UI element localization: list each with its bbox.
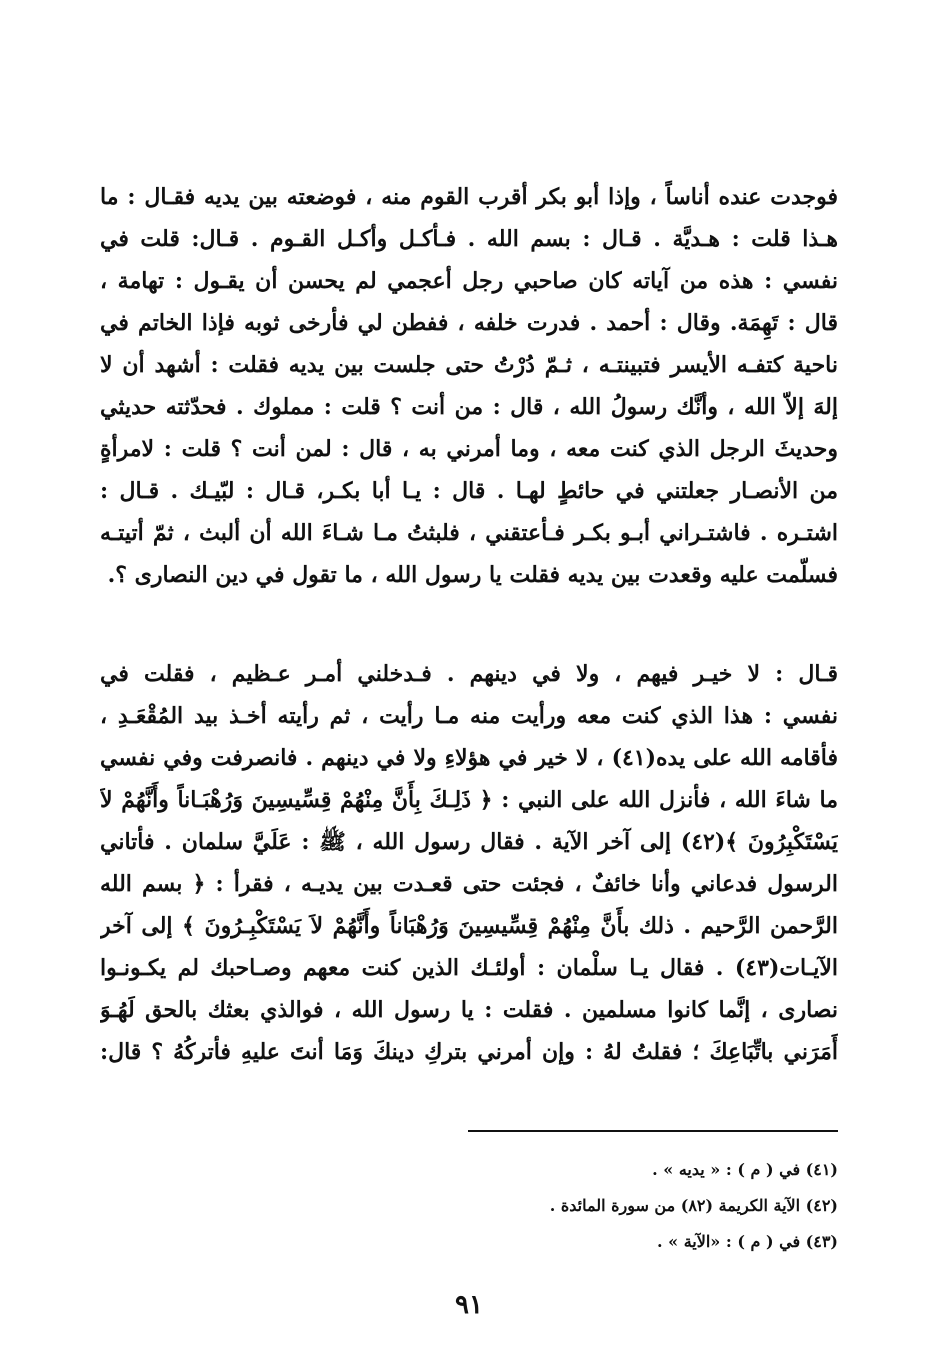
text-line: الرسول فدعاني وأنا خائفٌ ، فجئت حتى قعـدت بين يديـه ، فقرأ : ﴿ بسم الله bbox=[100, 871, 838, 897]
text-line: هـذا قلت : هـديَّة . قـال : بسم الله . فـأكـل وأكـل القـوم . قـال: قلت في bbox=[100, 226, 838, 252]
text-line: فأقامه الله على يده(٤١) ، لا خير في هؤلاءِ ولا في دينهم . فانصرفت وفي نفسي bbox=[100, 745, 838, 771]
text-line: وحديثَ الرجل الذي كنت معه ، وما أمرني به ، قال : لمن أنت ؟ قلت : لامرأةٍ bbox=[100, 436, 838, 462]
text-line: من الأنصـار جعلتني في حائطٍ لهـا . قال : يـا أبا بكـر، قـال : لبّيـك . قـال : bbox=[100, 478, 838, 504]
footnotes bbox=[440, 1152, 838, 1260]
text-line: نصارى ، إنَّما كانوا مسلمين . فقلت : يا رسول الله ، فوالذي بعثك بالحق لَهُـوَ bbox=[100, 997, 838, 1023]
text-line: نفسي : هذا الذي كنت معه ورأيت منه مـا رأيت ، ثم رأيته أخـذ بيد المُقْعَـدِ ، bbox=[100, 703, 838, 729]
text-line: إلهَ إلاّ الله ، وأنَّك رسولُ الله ، قال : من أنت ؟ قلت : مملوك . فحدّثته حديثي bbox=[100, 394, 838, 420]
text-line: الآيـات(٤٣) . فقال يـا سلْمان : أولئـك الذين كنت معهم وصـاحبك لم يكـونـوا bbox=[100, 955, 838, 981]
paragraph-2 bbox=[100, 653, 838, 1073]
text-line: قال : تَهِمَة. وقال : أحمد . فدرت خلفه ، ففطن لي فأرخى ثوبه فإذا الخاتم في bbox=[100, 310, 838, 336]
page-number: ٩١ bbox=[455, 1290, 483, 1320]
text-line: يَسْتَكْبِرُونَ ﴾(٤٢) إلى آخر الآية . فقال رسول الله ، ﷺ : عَلَيَّ سلمان . فأتاني bbox=[100, 829, 838, 855]
footnote: (٤٣) في ( م ) : «الآية » . bbox=[656, 1232, 838, 1251]
paragraph-1 bbox=[100, 176, 838, 596]
footnote: (٤٢) الآية الكريمة (٨٢) من سورة المائدة . bbox=[549, 1196, 838, 1215]
text-line: فوجدت عنده أناساً ، وإذا أبو بكر أقرب القوم منه ، فوضعته بين يديه فقـال : ما bbox=[100, 184, 838, 210]
text-line: ناحية كتفـه الأيسر فتبينتـه ، ثـمّ دُرْتُ حتى جلست بين يديه فقلت : أشهد أن لا bbox=[100, 352, 838, 378]
text-line: قـال : لا خيـر فيهم ، ولا في دينهم . فـدخلني أمـر عـظيم ، فقلت في bbox=[100, 661, 838, 687]
footnote: (٤١) في ( م ) : « يديه » . bbox=[652, 1160, 838, 1179]
text-line: اشتـره . فاشتـراني أبـو بكـر فـأعتقني ، فلبثتُ مـا شـاءَ الله أن ألبث ، ثمّ أتيتـه bbox=[100, 520, 838, 546]
text-line: الرَّحمن الرَّحيم . ذلك بأَنَّ مِنْهُمْ قِسِّيسِينَ وَرُهْبَاناً وأَنَّهُمْ لاَ يَسْتَكْبِـرُونَ ﴾ إلى آخر bbox=[100, 913, 838, 939]
footnote-separator bbox=[468, 1130, 838, 1132]
text-line: ما شاءَ الله ، فأنزل الله على النبي : ﴿ ذَلِـكَ بِأَنَّ مِنْهُمْ قِسِّيسِينَ وَرُهْبَـاناً وأَنَّهُمْ لاَ bbox=[100, 787, 838, 813]
text-line: فسلّمت عليه وقعدت بين يديه فقلت يا رسول الله ، ما تقول في دين النصارى ؟. bbox=[107, 562, 838, 588]
text-line: نفسي : هذه من آياته كان صاحبي رجل أعجمي لم يحسن أن يقـول : تهامة ، bbox=[100, 268, 838, 294]
text-line: أَمَرَني باتِّبَاعِكَ ؛ فقلتُ لهُ : وإن أمرني بتركِ دينكَ وَمَا أنتَ عليهِ فأتركُهُ ؟ قال: bbox=[100, 1039, 838, 1065]
